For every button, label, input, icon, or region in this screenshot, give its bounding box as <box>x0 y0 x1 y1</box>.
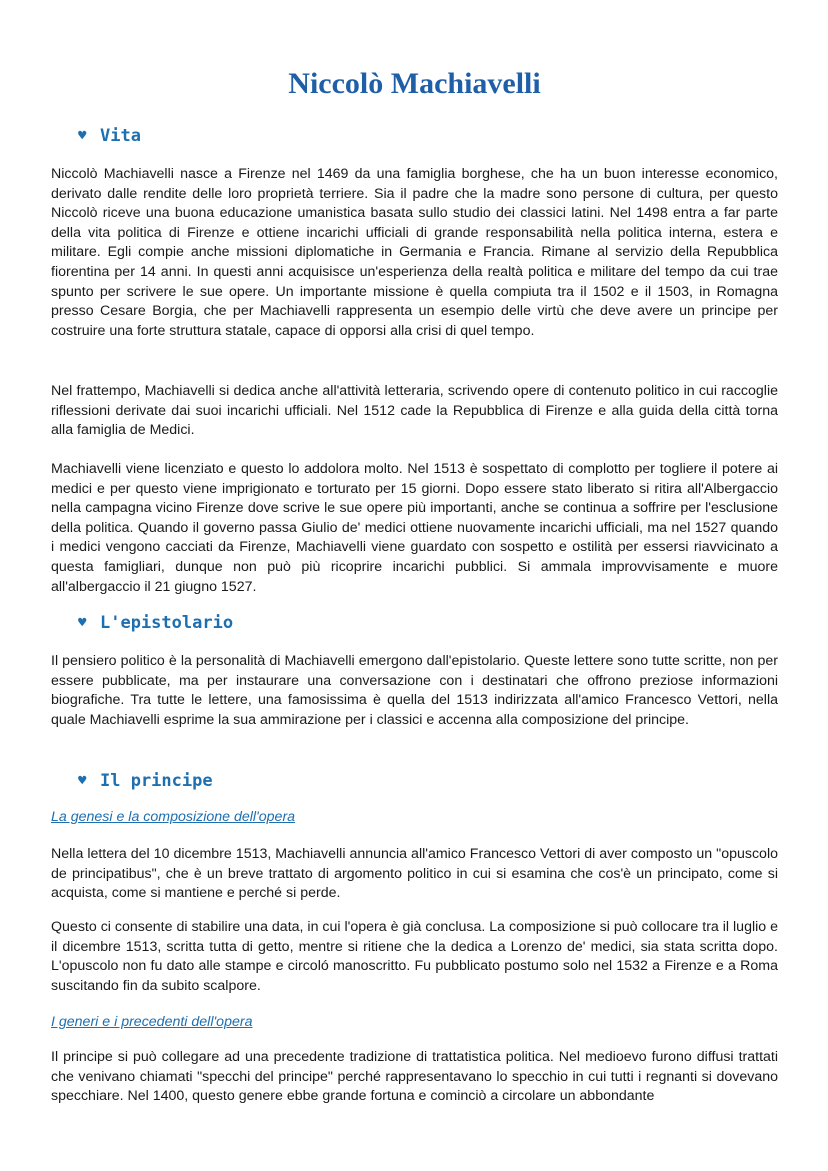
section-heading-label: Il principe <box>100 771 213 791</box>
section-heading-principe <box>78 770 213 792</box>
paragraph: Machiavelli viene licenziato e questo lo addolora molto. Nel 1513 è sospettato di complotto per togliere il potere ai medici e per questo viene imprigionato e torturato per 15 giorni. Dopo essere stato liberato si ritira all'Albergaccio nella campagna vicino Firenze dove scrive le sue opere più importanti, anche se continua a soffrire per l'esclusione della politica. Quando il governo passa Giulio de' medici ottiene nuovamente incarichi ufficiali, ma nel 1527 quando i medici vengono cacciati da Firenze, Machiavelli viene guardato con sospetto e ostilità per essersi riavvicinato a questa famigliari, dunque non può più ricoprire incarichi pubblici. Si ammala improvvisamente e muore all'albergaccio il 21 giugno 1527. <box>51 461 778 595</box>
section-heading-epistolario <box>78 612 233 634</box>
paragraph: Niccolò Machiavelli nasce a Firenze nel 1469 da una famiglia borghese, che ha un buon interesse economico, derivato dalle rendite delle loro proprietà terriere. Sia il padre che la madre sono persone di cultura, per questo Niccolò riceve una buona educazione umanistica basata sullo studio dei classici latini. Nel 1498 entra a far parte della vita politica di Firenze e ottiene incarichi ufficiali di grande responsabilità nella politica interna, estera e militare. Egli compie anche missioni diplomatiche in Germania e Francia. Rimane al servizio della Repubblica fiorentina per 14 anni. In questi anni acquisisce un'esperienza della realtà politica e militare del tempo da cui trae spunto per scrivere le sue opere. Un importante missione è quella compiuta tra il 1502 e il 1503, in Romagna presso Cesare Borgia, che per Machiavelli rappresenta un esempio delle virtù che deve avere un principe per costruire una forte struttura statale, capace di opporsi alla crisi di quel tempo. <box>51 166 778 339</box>
paragraph: Nel frattempo, Machiavelli si dedica anche all'attività letteraria, scrivendo opere di contenuto politico in cui raccoglie riflessioni derivate dai suoi incarichi ufficiali. Nel 1512 cade la Repubblica di Firenze e alla guida della città torna alla famiglia de Medici. <box>51 383 778 439</box>
subsection-link-generi[interactable]: I generi e i precedenti dell'opera <box>51 1014 253 1030</box>
paragraph: Il principe si può collegare ad una precedente tradizione di trattatistica politica. Nel medioevo furono diffusi trattati che venivano chiamati "specchi del principe" perché rappresentavano lo specchio in cui tutti i regnanti si dovevano specchiare. Nel 1400, questo genere ebbe grande fortuna e cominciò a circolare un abbondante <box>51 1049 778 1105</box>
section-heading-label: L'epistolario <box>100 613 234 633</box>
heart-icon: ♥ <box>78 615 87 631</box>
paragraph: Il pensiero politico è la personalità di Machiavelli emergono dall'epistolario. Queste lettere sono tutte scritte, non per essere pubblicate, ma per instaurare una conversazione con i destinatari che offrono preziose informazioni biografiche. Tra tutte le lettere, una famosissima è quella del 1513 indirizzata all'amico Francesco Vettori, nella quale Machiavelli esprime la sua ammirazione per i classici e accenna alla composizione del principe. <box>51 653 778 728</box>
paragraph: Nella lettera del 10 dicembre 1513, Machiavelli annuncia all'amico Francesco Vettori di aver composto un "opuscolo de principatibus", che è un breve trattato di argomento politico in cui si esamina che cos'è un principato, come si acquista, come si mantiene e perché si perde. <box>51 846 778 902</box>
paragraph: Questo ci consente di stabilire una data, in cui l'opera è già conclusa. La composizione si può collocare tra il luglio e il dicembre 1513, scritta tutta di getto, mentre si ritiene che la dedica a Lorenzo de' medici, sia stata scritta dopo. L'opuscolo non fu dato alle stampe e circoló manoscritto. Fu pubblicato postumo solo nel 1532 a Firenze e a Roma suscitando fin da subito scalpore. <box>51 919 778 994</box>
subsection-link-genesi[interactable]: La genesi e la composizione dell'opera <box>51 809 296 825</box>
page-title: Niccolò Machiavelli <box>288 67 541 100</box>
section-heading-vita <box>78 125 141 147</box>
section-heading-label: Vita <box>100 126 141 146</box>
heart-icon: ♥ <box>78 773 87 789</box>
heart-icon: ♥ <box>78 128 87 144</box>
